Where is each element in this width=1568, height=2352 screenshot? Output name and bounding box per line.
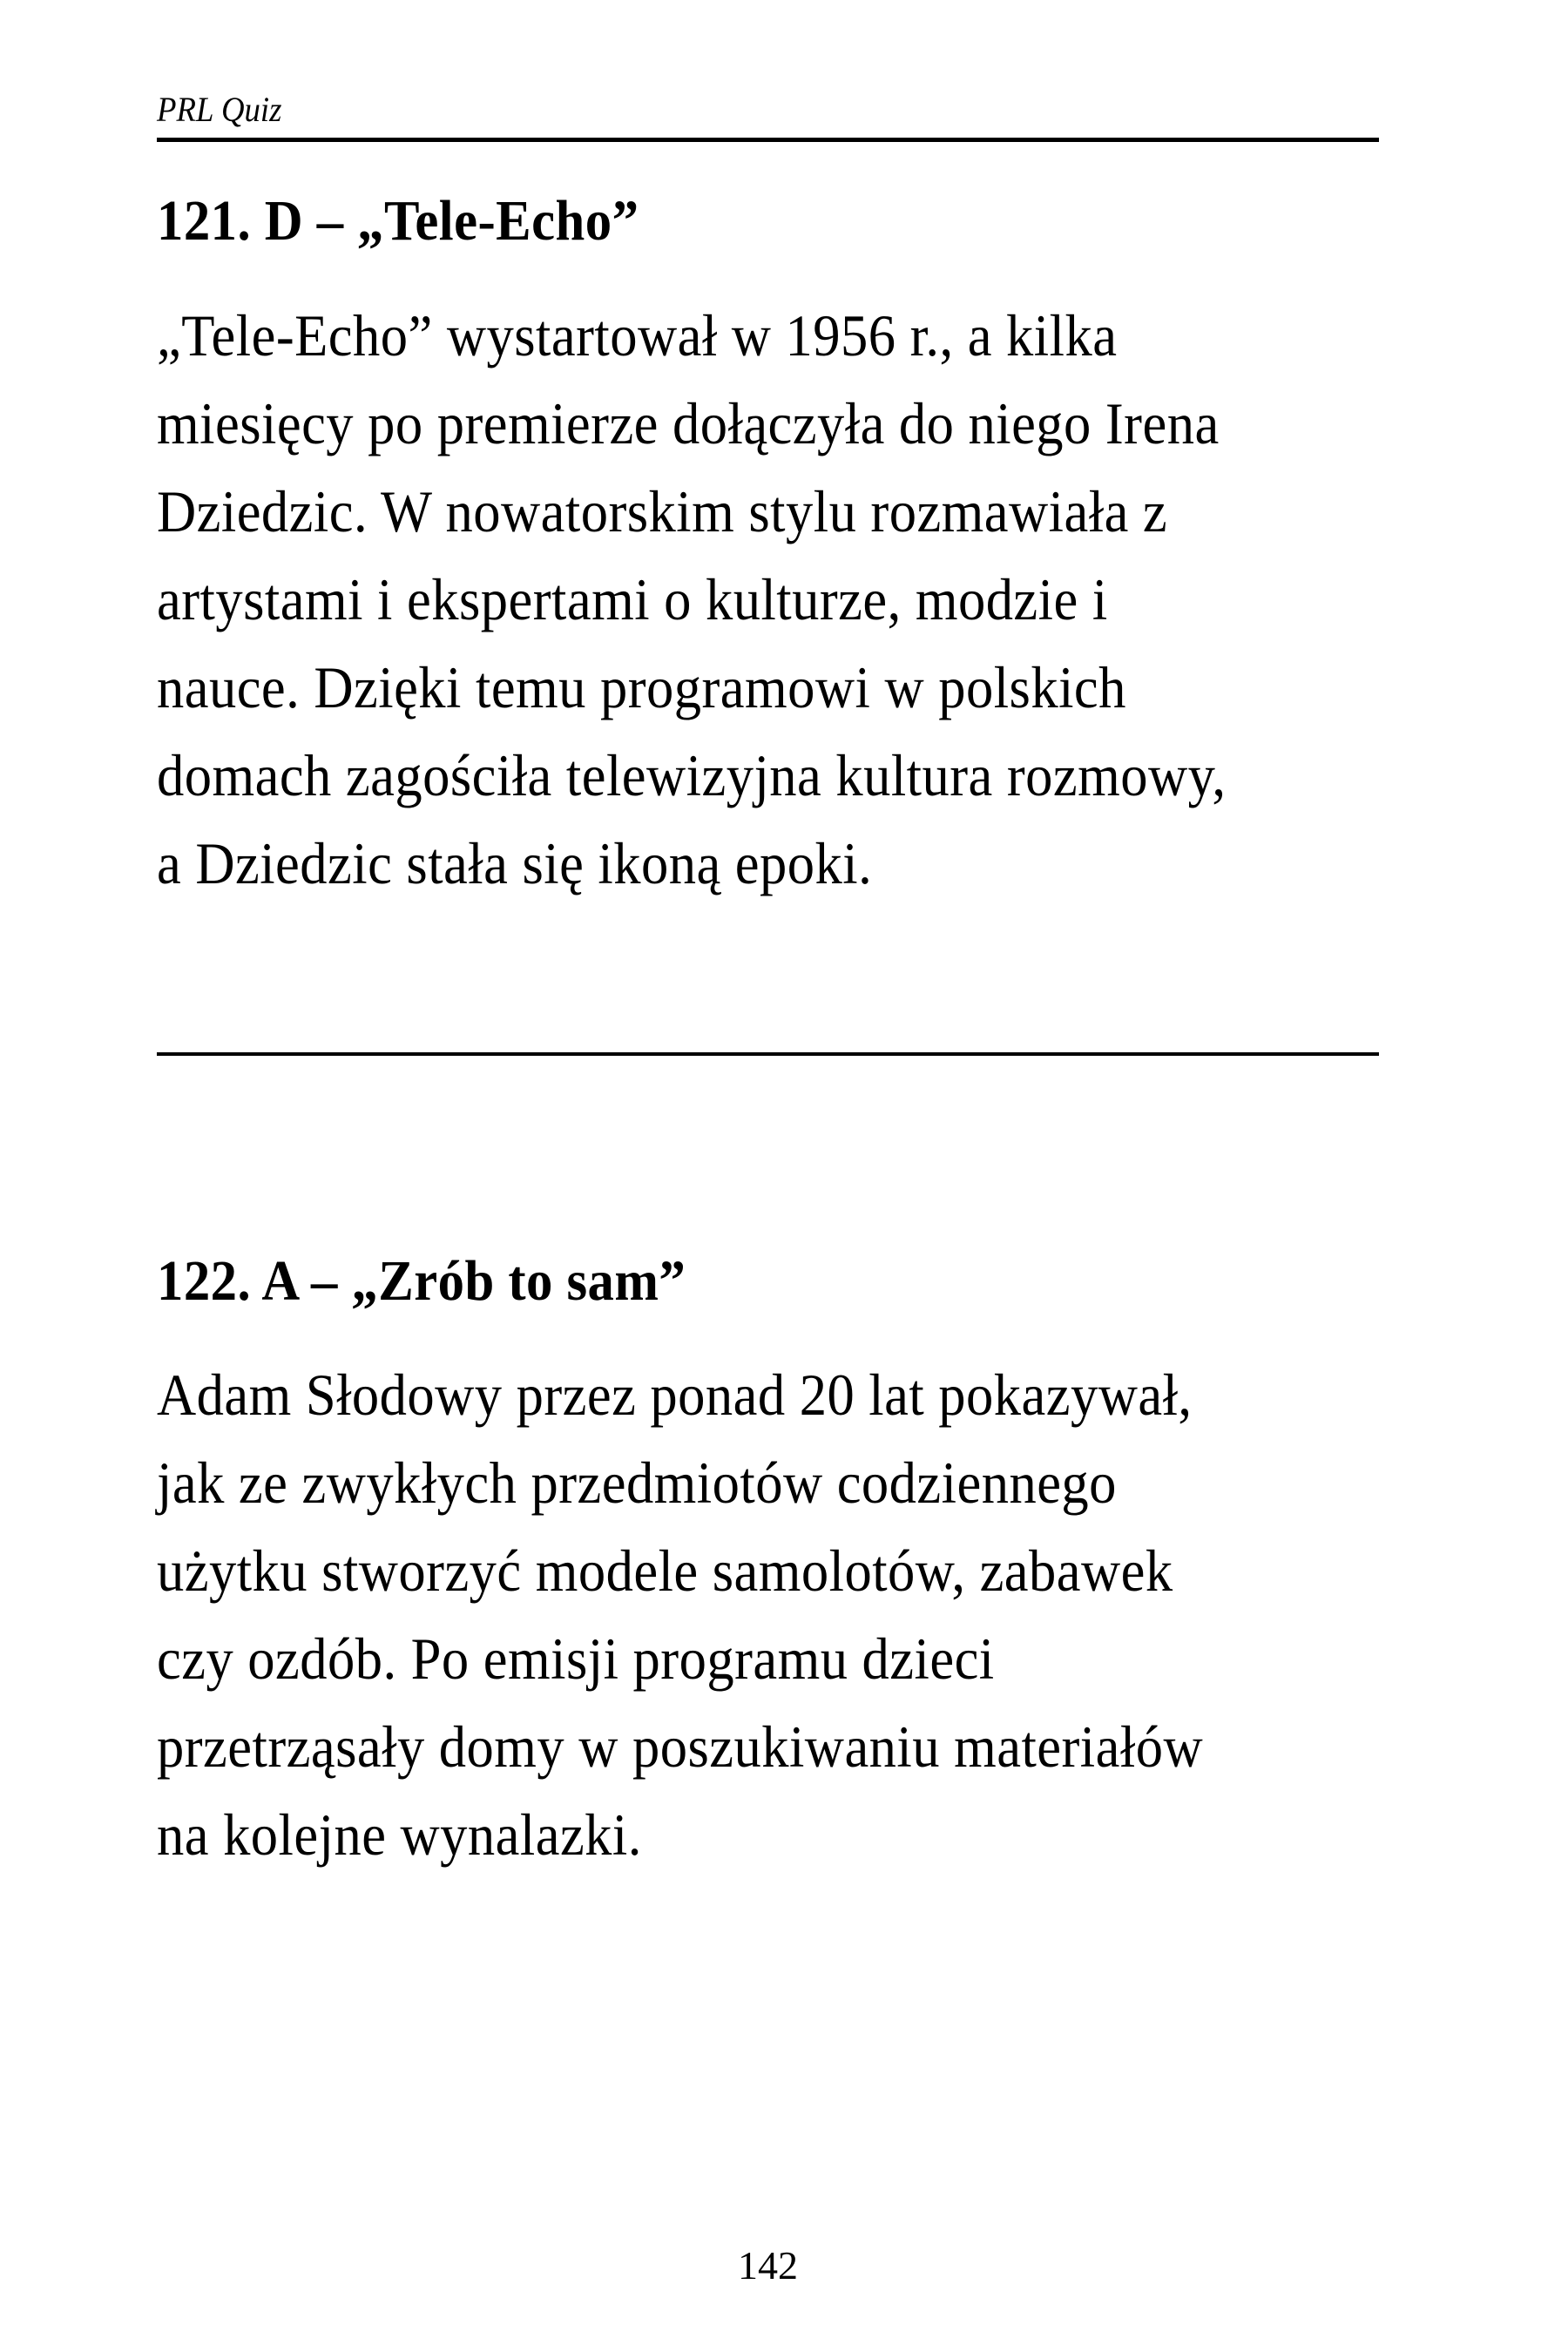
page-number: 142	[738, 2243, 798, 2288]
text-line: miesięcy po premierze dołączyła do niego Irena	[157, 390, 1220, 456]
text-line: użytku stworzyć modele samolotów, zabawek	[157, 1538, 1173, 1604]
answer-122-heading: 122. A – „Zrób to sam”	[157, 1249, 686, 1313]
header-rule	[157, 138, 1379, 142]
text-line: artystami i ekspertami o kulturze, modzie i	[157, 566, 1108, 632]
answer-121-paragraph	[157, 292, 1226, 908]
text-line: jak ze zwykłych przedmiotów codziennego	[157, 1450, 1117, 1516]
section-divider-rule	[157, 1052, 1379, 1056]
text-line: „Tele-Echo” wystartował w 1956 r., a kilka	[157, 302, 1118, 368]
text-line: nauce. Dzięki temu programowi w polskich	[157, 654, 1126, 720]
answer-122-paragraph	[157, 1351, 1203, 1879]
text-line: Adam Słodowy przez ponad 20 lat pokazywał,	[157, 1362, 1193, 1428]
answer-121-heading: 121. D – „Tele-Echo”	[157, 189, 639, 253]
text-line: czy ozdób. Po emisji programu dzieci	[157, 1625, 995, 1692]
text-line: domach zagościła telewizyjna kultura rozmowy,	[157, 742, 1227, 808]
text-line: a Dziedzic stała się ikoną epoki.	[157, 830, 873, 896]
running-header-title: PRL Quiz	[157, 90, 282, 129]
running-header	[157, 92, 281, 127]
text-line: Dziedzic. W nowatorskim stylu rozmawiała z	[157, 478, 1168, 544]
text-line: przetrząsały domy w poszukiwaniu materiałów	[157, 1713, 1204, 1780]
text-line: na kolejne wynalazki.	[157, 1801, 642, 1868]
